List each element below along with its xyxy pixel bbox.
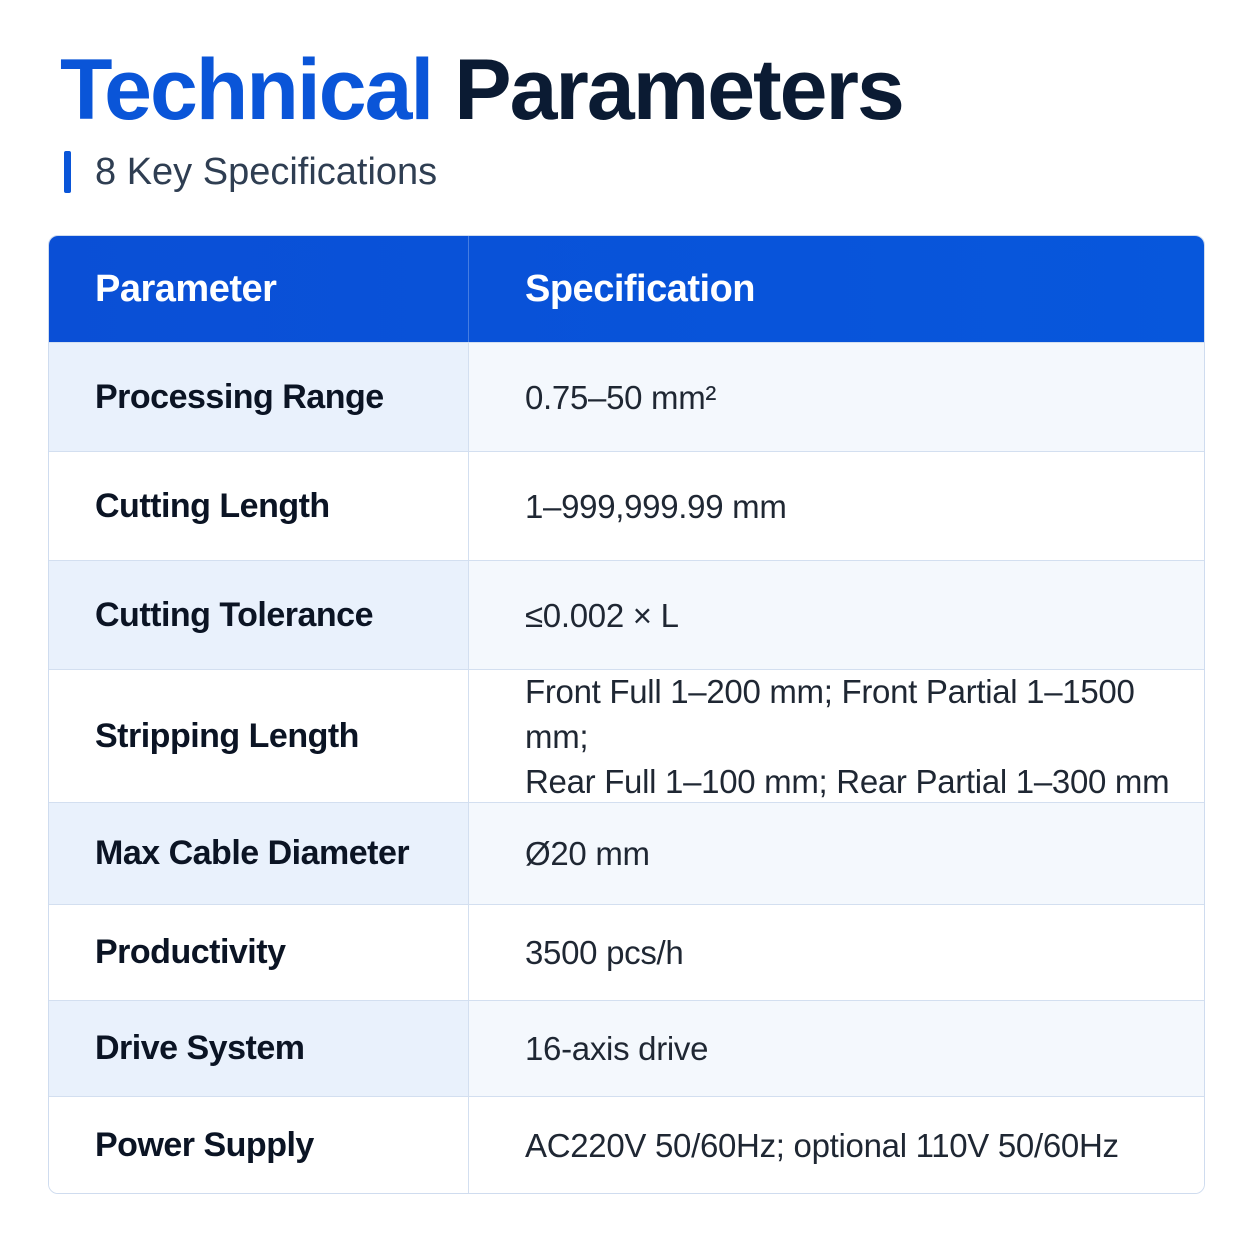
spec-cell xyxy=(469,670,1204,802)
param-cell: Max Cable Diameter xyxy=(49,803,469,904)
spec-text: 1–999,999.99 mm xyxy=(525,487,787,525)
table-header-row xyxy=(49,236,1204,342)
spec-cell xyxy=(469,452,1204,560)
subtitle-row xyxy=(64,150,437,194)
param-cell: Drive System xyxy=(49,1001,469,1096)
title-accent: Technical xyxy=(60,42,433,138)
spec-text: ≤0.002 × L xyxy=(525,596,679,634)
subtitle-accent-bar xyxy=(64,151,71,193)
table-row xyxy=(49,904,1204,1000)
spec-cell xyxy=(469,1001,1204,1096)
spec-table xyxy=(48,235,1205,1194)
header-specification: Specification xyxy=(525,267,755,310)
table-row xyxy=(49,669,1204,802)
header-parameter: Parameter xyxy=(49,236,469,342)
spec-cell xyxy=(469,343,1204,451)
table-row xyxy=(49,560,1204,669)
table-row xyxy=(49,1096,1204,1193)
param-cell: Stripping Length xyxy=(49,670,469,802)
spec-cell xyxy=(469,803,1204,904)
spec-text: Ø20 mm xyxy=(525,835,650,872)
subtitle: 8 Key Specifications xyxy=(95,150,438,193)
spec-cell xyxy=(469,905,1204,1000)
spec-text: 3500 pcs/h xyxy=(525,934,684,971)
spec-text-line-1: Front Full 1–200 mm; Front Partial 1–1500 mm; xyxy=(525,672,1135,755)
param-cell: Processing Range xyxy=(49,343,469,451)
table-row xyxy=(49,451,1204,560)
page-title xyxy=(60,40,903,140)
table-row xyxy=(49,342,1204,451)
table-row xyxy=(49,802,1204,904)
param-cell: Cutting Length xyxy=(49,452,469,560)
spec-text: 0.75–50 mm² xyxy=(525,378,717,416)
param-cell: Power Supply xyxy=(49,1097,469,1193)
spec-text-line-2: Rear Full 1–100 mm; Rear Partial 1–300 mm xyxy=(525,762,1170,800)
table-row xyxy=(49,1000,1204,1096)
spec-text: 16-axis drive xyxy=(525,1030,709,1067)
spec-text: AC220V 50/60Hz; optional 110V 50/60Hz xyxy=(525,1126,1119,1164)
param-cell: Cutting Tolerance xyxy=(49,561,469,669)
title-main: Parameters xyxy=(454,42,903,138)
param-cell: Productivity xyxy=(49,905,469,1000)
spec-cell xyxy=(469,1097,1204,1193)
spec-cell xyxy=(469,561,1204,669)
